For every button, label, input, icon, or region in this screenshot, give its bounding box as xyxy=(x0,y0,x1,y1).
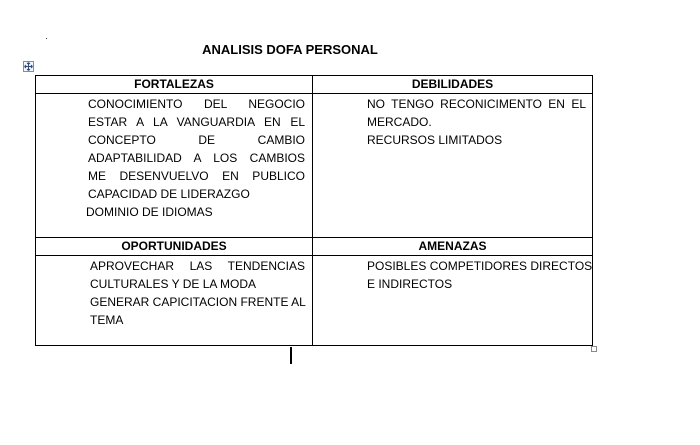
header-fortalezas[interactable]: FORTALEZAS xyxy=(36,76,313,94)
page-title-text: ANALISIS DOFA PERSONAL xyxy=(202,42,378,57)
table-row xyxy=(36,238,593,256)
list-item: CAPACIDAD DE LIDERAZGO xyxy=(88,187,250,201)
list-item: DOMINIO DE IDIOMAS xyxy=(86,205,213,219)
table-move-handle-icon[interactable] xyxy=(23,61,34,72)
list-item: ESTAR A LA VANGUARDIA EN EL xyxy=(88,115,305,129)
cell-fortalezas[interactable] xyxy=(36,94,313,238)
cell-amenazas[interactable] xyxy=(313,256,593,346)
table-row xyxy=(36,94,593,238)
list-item: CULTURALES Y DE LA MODA xyxy=(90,277,257,291)
dofa-table[interactable] xyxy=(35,75,593,346)
table-row xyxy=(36,76,593,94)
header-debilidades[interactable]: DEBILIDADES xyxy=(313,76,593,94)
list-item: POSIBLES COMPETIDORES DIRECTOS xyxy=(367,259,593,273)
cell-debilidades[interactable] xyxy=(313,94,593,238)
cell-oportunidades[interactable] xyxy=(36,256,313,346)
list-item: NO TENGO RECONICIMENTO EN EL xyxy=(367,97,586,111)
text-cursor xyxy=(290,347,292,364)
list-item: ADAPTABILIDAD A LOS CAMBIOS xyxy=(88,151,305,165)
list-item: RECURSOS LIMITADOS xyxy=(367,133,503,147)
table-row xyxy=(36,256,593,346)
list-item: GENERAR CAPICITACION FRENTE AL xyxy=(90,295,306,309)
list-item: ME DESENVUELVO EN PUBLICO xyxy=(88,169,305,183)
stray-mark xyxy=(46,38,47,39)
page-title xyxy=(0,42,580,57)
list-item: CONOCIMIENTO DEL NEGOCIO xyxy=(88,97,305,111)
list-item: TEMA xyxy=(90,313,124,327)
list-item: E INDIRECTOS xyxy=(367,277,453,291)
list-item: MERCADO. xyxy=(367,115,432,129)
list-item: APROVECHAR LAS TENDENCIAS xyxy=(90,259,305,273)
header-oportunidades[interactable]: OPORTUNIDADES xyxy=(36,238,313,256)
list-item: CONCEPTO DE CAMBIO xyxy=(88,133,305,147)
table-resize-handle-icon[interactable] xyxy=(591,346,597,352)
header-amenazas[interactable]: AMENAZAS xyxy=(313,238,593,256)
